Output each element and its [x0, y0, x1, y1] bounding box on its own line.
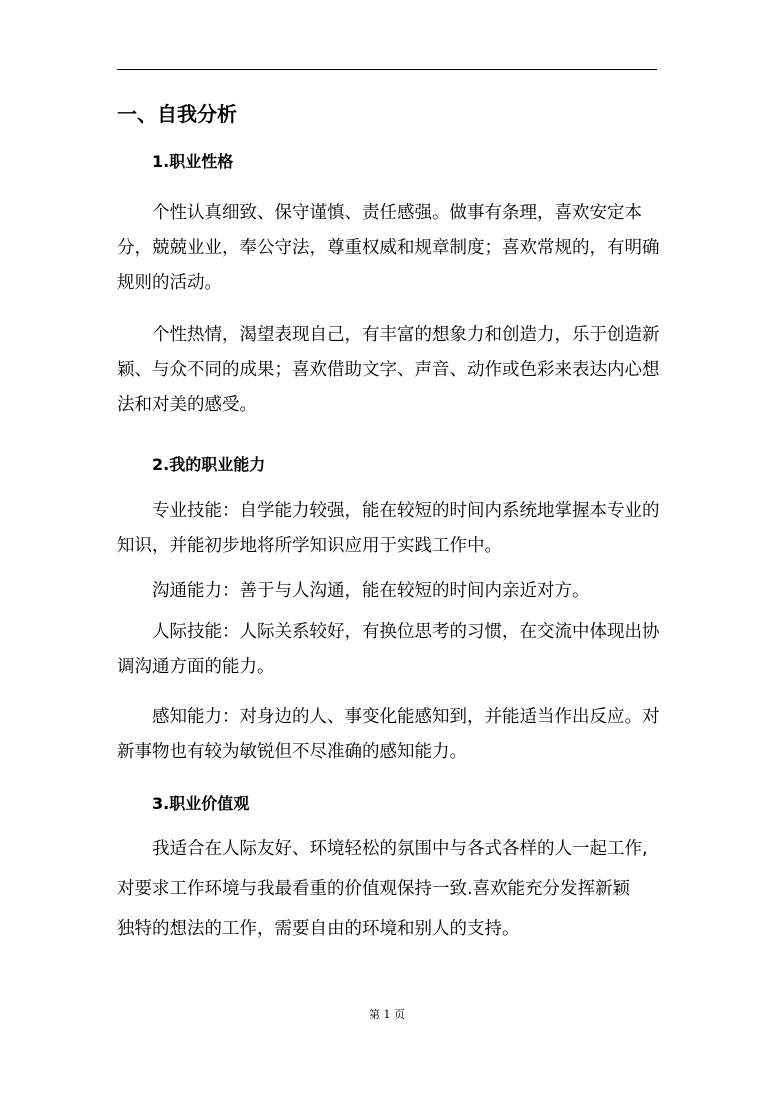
- paragraph-values-line-2: 对要求工作环境与我最看重的价值观保持一致.喜欢能充分发挥新颖: [117, 879, 631, 899]
- header-rule: [117, 69, 657, 70]
- paragraph-values-line-1: 我适合在人际友好、环境轻松的氛围中与各式各样的人一起工作,: [152, 839, 648, 859]
- section-heading-self-analysis: 一、自我分析: [117, 102, 237, 126]
- paragraph-perception-ability: 感知能力：对身边的人、事变化能感知到，并能适当作出反应。对新事物也有较为敏锐但不尽准确的感知能力。: [117, 707, 660, 762]
- paragraph-professional-skills: 专业技能：自学能力较强，能在较短的时间内系统地掌握本专业的知识，并能初步地将所学知识应用于实践工作中。: [117, 501, 660, 556]
- subheading-career-personality: 1.职业性格: [152, 152, 234, 171]
- paragraph-communication-ability: 沟通能力：善于与人沟通，能在较短的时间内亲近对方。: [152, 581, 590, 601]
- paragraph-personality-1: 个性认真细致、保守谨慎、责任感强。做事有条理，喜欢安定本分，兢兢业业，奉公守法，尊重权威和规章制度；喜欢常规的，有明确规则的活动。: [117, 203, 660, 293]
- paragraph-interpersonal-skills: 人际技能：人际关系较好，有换位思考的习惯，在交流中体现出协调沟通方面的能力。: [117, 622, 660, 677]
- paragraph-values-line-3: 独特的想法的工作，需要自由的环境和别人的支持。: [117, 919, 520, 939]
- subheading-career-abilities: 2.我的职业能力: [152, 455, 266, 474]
- page-number: 第 1 页: [369, 1008, 405, 1021]
- paragraph-personality-2: 个性热情，渴望表现自己，有丰富的想象力和创造力，乐于创造新颖、与众不同的成果；喜欢借助文字、声音、动作或色彩来表达内心想法和对美的感受。: [117, 325, 660, 415]
- subheading-career-values: 3.职业价值观: [152, 794, 250, 813]
